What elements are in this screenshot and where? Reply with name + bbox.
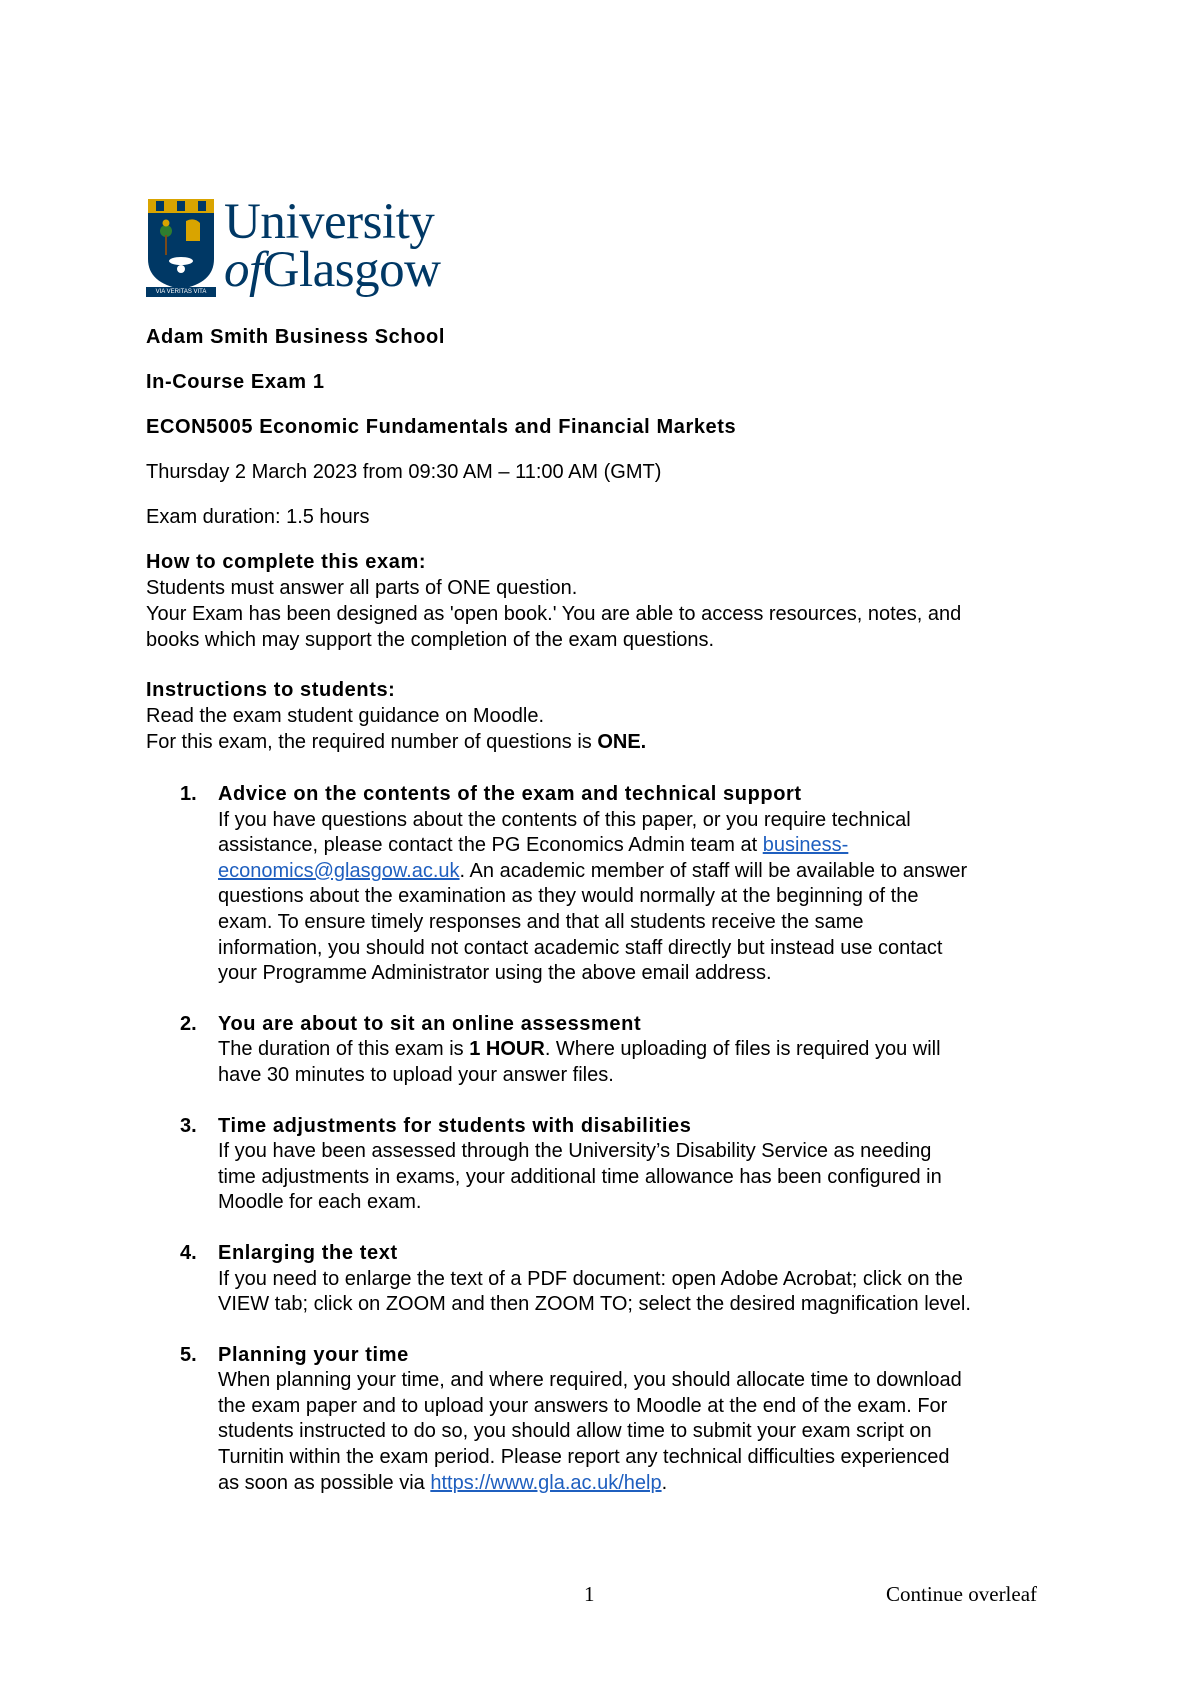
item-text: If you have been assessed through the University’s Disability Service as needing	[218, 1140, 932, 1163]
item-text: Moodle for each exam.	[218, 1191, 422, 1214]
item-title: Advice on the contents of the exam and technical support	[218, 783, 802, 805]
item-number: 1.	[180, 783, 197, 805]
item-text: When planning your time, and where required, you should allocate time to download	[218, 1369, 962, 1392]
item-title: Enlarging the text	[218, 1241, 398, 1264]
course-title: ECON5005 Economic Fundamentals and Financial Markets	[146, 416, 737, 438]
item-text: time adjustments in exams, your additional time allowance has been configured in	[218, 1165, 942, 1188]
logo-line-university: University	[224, 194, 435, 250]
item-text: The duration of this exam is 1 HOUR. Where uploading of files is required you will	[218, 1038, 941, 1061]
how-line-1: Students must answer all parts of ONE question.	[146, 577, 578, 599]
instructions-line-1: Read the exam student guidance on Moodle.	[146, 705, 545, 727]
item-text: exam. To ensure timely responses and that all students receive the same	[218, 910, 864, 933]
item-text: have 30 minutes to upload your answer files.	[218, 1063, 614, 1086]
list-item	[146, 782, 1066, 987]
item-text: as soon as possible via https://www.gla.ac.uk/help.	[218, 1471, 668, 1494]
exam-name: In-Course Exam 1	[146, 371, 325, 393]
crest-motto: VIA VERITAS VITA	[155, 289, 207, 295]
exam-duration: Exam duration: 1.5 hours	[146, 506, 370, 528]
item-text: economics@glasgow.ac.uk. An academic member of staff will be available to answer	[218, 859, 968, 882]
list-item	[146, 1241, 1066, 1318]
help-link[interactable]: https://www.gla.ac.uk/help	[430, 1471, 662, 1494]
item-number: 5.	[180, 1343, 197, 1366]
item-text: If you need to enlarge the text of a PDF document: open Adobe Acrobat; click on the	[218, 1267, 963, 1290]
item-number: 2.	[180, 1012, 197, 1035]
item-text: questions about the examination as they would normally at the beginning of the	[218, 885, 919, 908]
continue-overleaf: Continue overleaf	[886, 1582, 1038, 1606]
list-item	[146, 1114, 1066, 1216]
item-title: Time adjustments for students with disabilities	[218, 1114, 692, 1137]
how-line-2: Your Exam has been designed as 'open book.' You are able to access resources, notes, and	[146, 603, 962, 625]
university-logo-wordmark	[224, 194, 441, 298]
instructions-heading: Instructions to students:	[146, 679, 396, 701]
how-line-3: books which may support the completion of the exam questions.	[146, 629, 715, 651]
list-item	[146, 1012, 1066, 1089]
item-text: students instructed to do so, you should allow time to submit your exam script on	[218, 1420, 932, 1443]
instruction-list	[146, 782, 1066, 1521]
item-text: assistance, please contact the PG Economics Admin team at business-	[218, 834, 849, 857]
item-text: the exam paper and to upload your answers to Moodle at the end of the exam. For	[218, 1394, 948, 1417]
item-number: 3.	[180, 1114, 197, 1137]
item-text: information, you should not contact academic staff directly but instead use contact	[218, 936, 943, 959]
instructions-section	[146, 677, 1066, 755]
exam-header	[146, 320, 1066, 755]
school-name: Adam Smith Business School	[146, 326, 445, 348]
item-text: Turnitin within the exam period. Please report any technical difficulties experienced	[218, 1446, 950, 1469]
item-text: your Programme Administrator using the above email address.	[218, 962, 772, 985]
admin-email-link[interactable]: business-	[762, 834, 849, 857]
how-to-complete-section	[146, 549, 1066, 653]
logo-line-glasgow: ofGlasgow	[224, 242, 441, 298]
list-item	[146, 1343, 1066, 1497]
exam-datetime: Thursday 2 March 2023 from 09:30 AM – 11:00 AM (GMT)	[146, 461, 662, 483]
instructions-line-2: For this exam, the required number of questions is ONE.	[146, 731, 647, 753]
admin-email-link-cont[interactable]: economics@glasgow.ac.uk	[218, 859, 460, 882]
item-text: VIEW tab; click on ZOOM and then ZOOM TO; select the desired magnification level.	[218, 1293, 971, 1316]
item-title: You are about to sit an online assessment	[218, 1012, 642, 1035]
item-number: 4.	[180, 1241, 197, 1264]
item-text: If you have questions about the contents of this paper, or you require technical	[218, 808, 911, 831]
page-number: 1	[584, 1582, 595, 1606]
item-title: Planning your time	[218, 1343, 409, 1366]
how-heading: How to complete this exam:	[146, 551, 427, 573]
